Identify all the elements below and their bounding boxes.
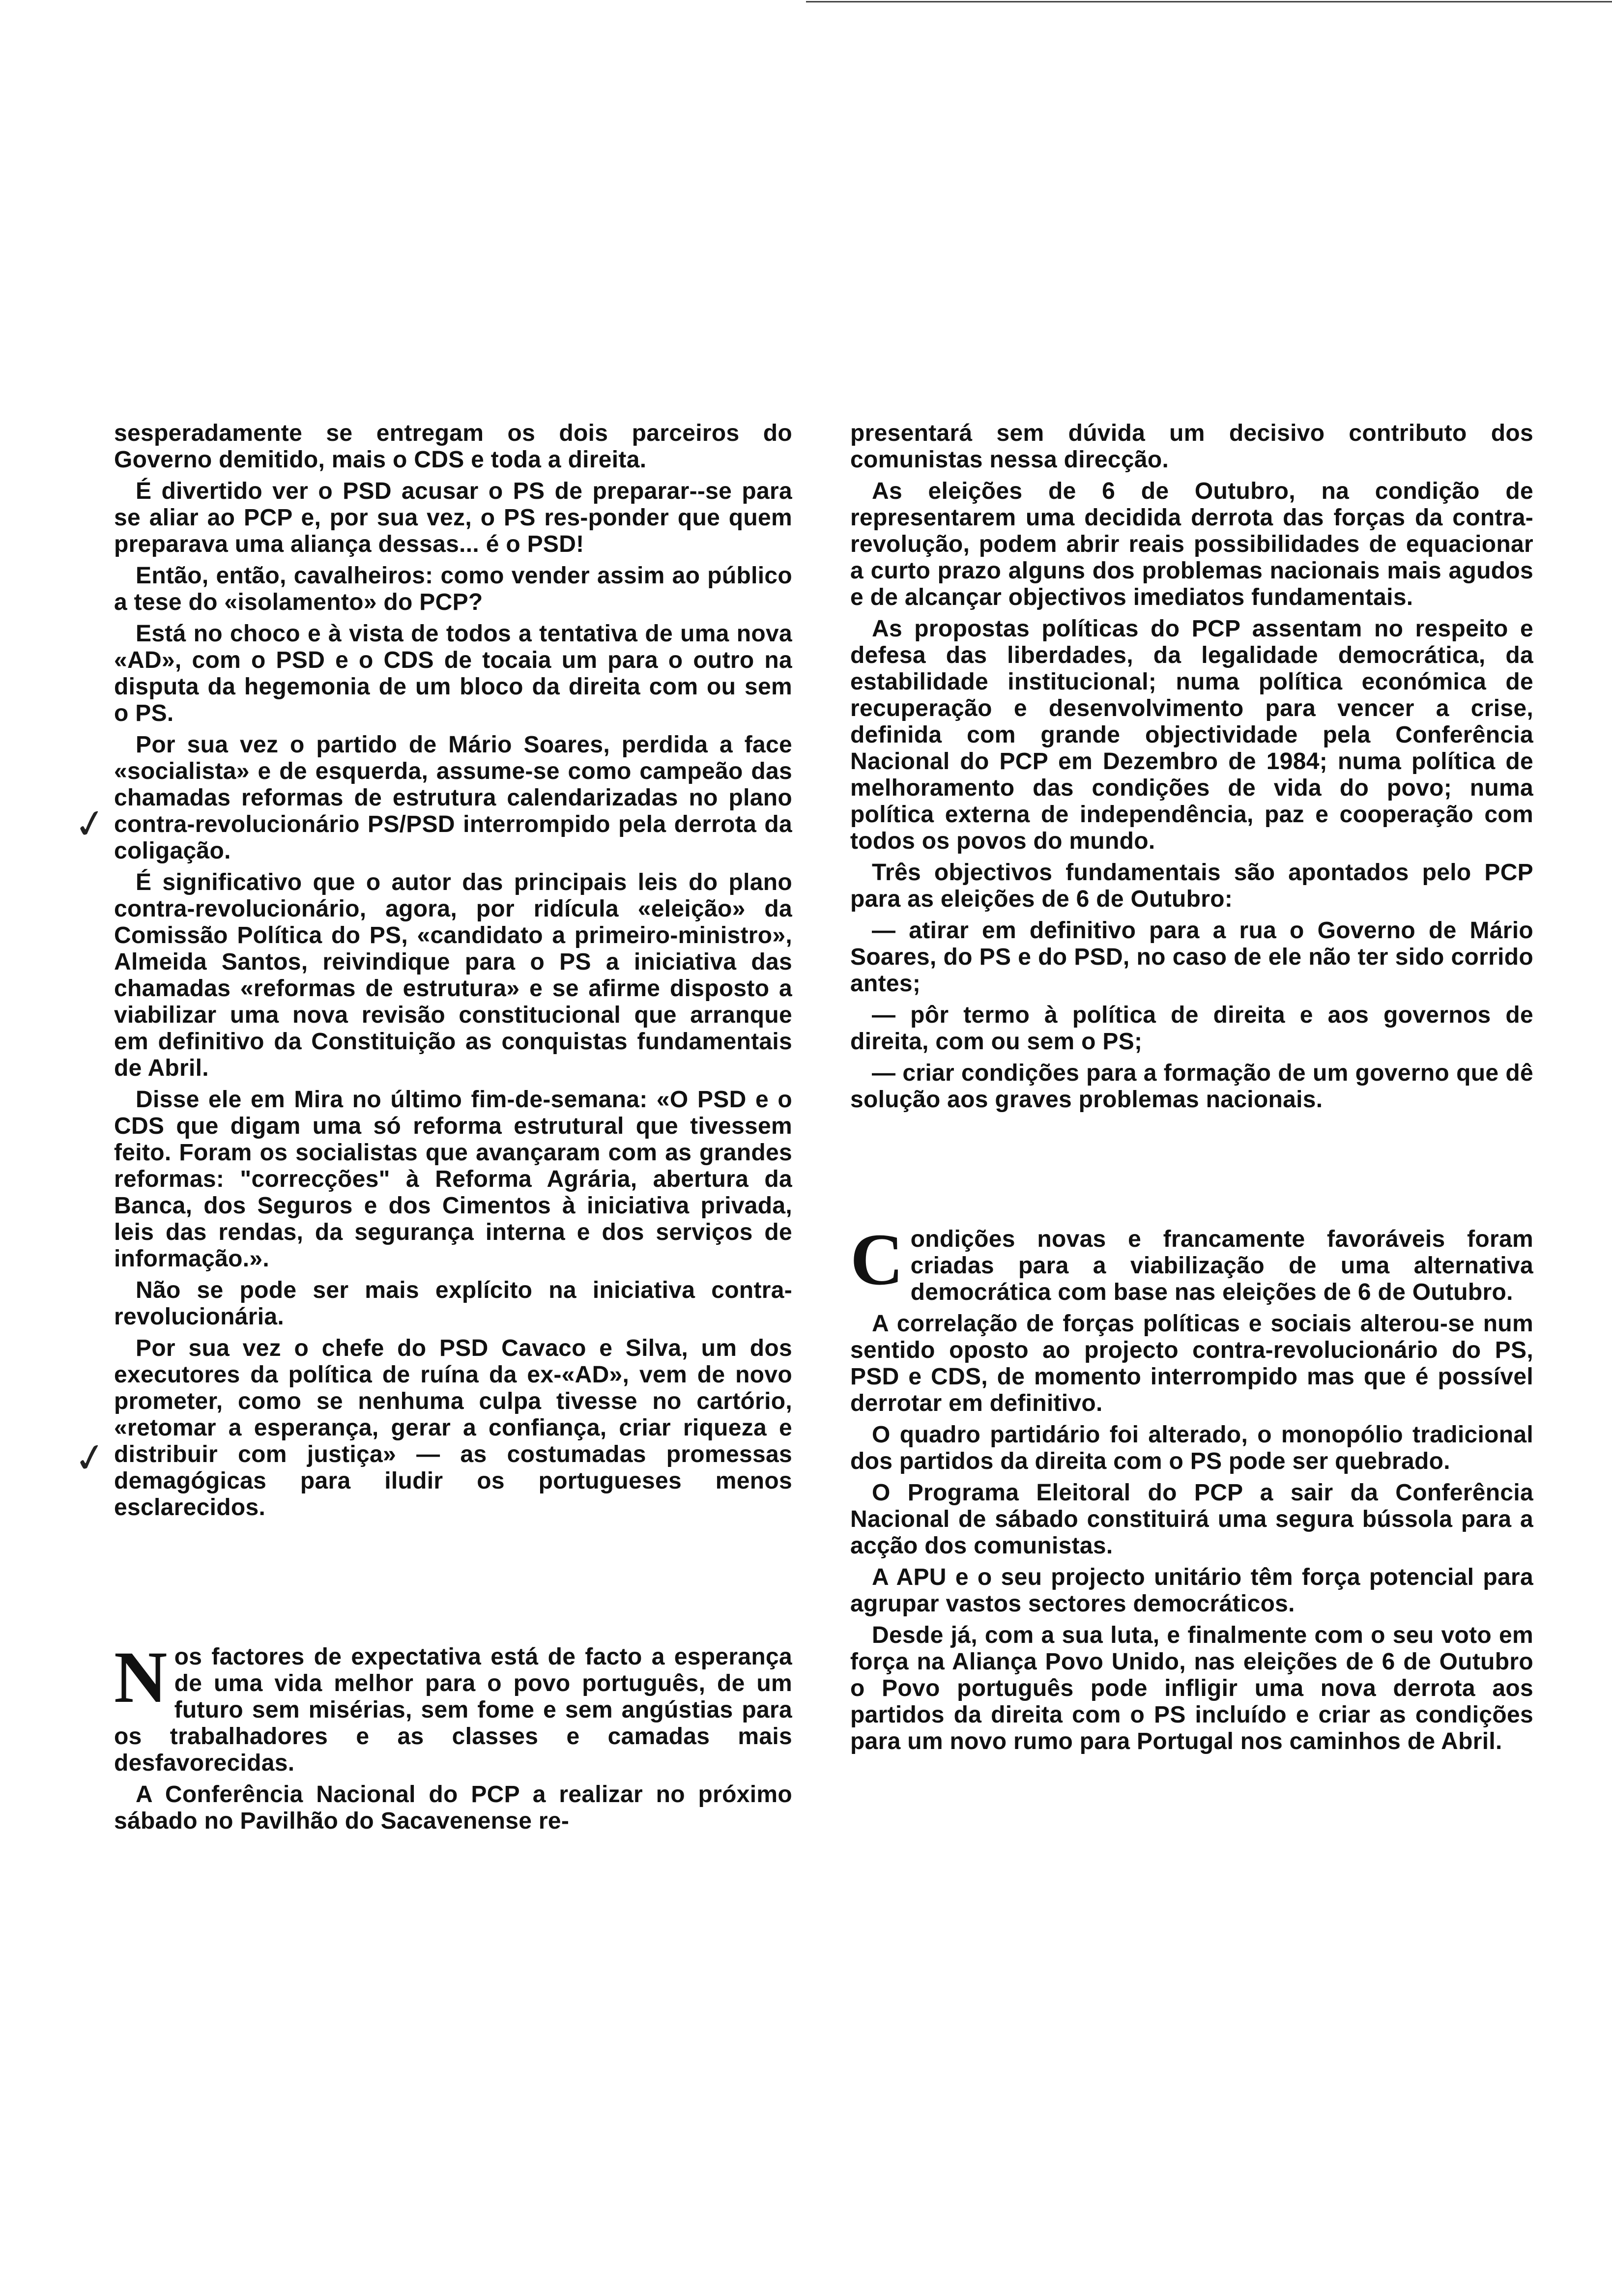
top-rule bbox=[806, 1, 1612, 2]
paragraph: sesperadamente se entregam os dois parceiros do Governo demitido, mais o CDS e toda a direita. bbox=[114, 420, 792, 473]
paragraph: É significativo que o autor das principais leis do plano contra-revolucionário, agora, por ridícula «eleição» da Comissão Política do PS, «candidato a primeiro-ministro», Almeida Santos, reivindique para o PS a iniciativa das chamadas «reformas de estrutura» e se afirme disposto a viabilizar uma nova revisão constitucional que arranque em definitivo da Constituição as conquistas fundamentais de Abril. bbox=[114, 869, 792, 1081]
paragraph: os factores de expectativa está de facto a esperança de uma vida melhor para o povo português, de um futuro sem misérias, sem fome e sem angústias para os trabalhadores e as classes e camadas mais desfavorecidas. bbox=[114, 1644, 792, 1776]
paragraph: Três objectivos fundamentais são apontados pelo PCP para as eleições de 6 de Outubro: bbox=[850, 860, 1533, 912]
paragraph: Está no choco e à vista de todos a tentativa de uma nova «AD», com o PSD e o CDS de tocaia um para o outro na disputa da hegemonia de um bloco da direita com ou sem o PS. bbox=[114, 621, 792, 726]
list-item: — atirar em definitivo para a rua o Governo de Mário Soares, do PS e do PSD, no caso de ele não ter sido corrido antes; bbox=[850, 918, 1533, 997]
paragraph: presentará sem dúvida um decisivo contributo dos comunistas nessa direcção. bbox=[850, 420, 1533, 473]
right-column bbox=[850, 420, 1533, 1760]
paragraph: Não se pode ser mais explícito na iniciativa contra-revolucionária. bbox=[114, 1277, 792, 1330]
handwritten-check-mark: ✓ bbox=[70, 1432, 111, 1484]
list-item: — criar condições para a formação de um governo que dê solução aos graves problemas nacionais. bbox=[850, 1060, 1533, 1113]
section-block bbox=[114, 1636, 792, 1777]
paragraph: A APU e o seu projecto unitário têm força potencial para agrupar vastos sectores democráticos. bbox=[850, 1564, 1533, 1617]
paragraph: O Programa Eleitoral do PCP a sair da Conferência Nacional de sábado constituirá uma segura bússola para a acção dos comunistas. bbox=[850, 1480, 1533, 1559]
section-block bbox=[850, 1219, 1533, 1306]
paragraph: A Conferência Nacional do PCP a realizar no próximo sábado no Pavilhão do Sacavenense re- bbox=[114, 1781, 792, 1834]
left-column bbox=[114, 420, 792, 1839]
handwritten-check-mark: ✓ bbox=[70, 798, 111, 850]
paragraph: Por sua vez o chefe do PSD Cavaco e Silva, um dos executores da política de ruína da ex-«AD», vem de novo prometer, como se nenhuma culpa tivesse no cartório, «retomar a esperança, gerar a confiança, criar riqueza e distribuir com justiça» — as costumadas promessas demagógicas para iludir os portugueses menos esclarecidos. bbox=[114, 1335, 792, 1521]
list-item: — pôr termo à política de direita e aos governos de direita, com ou sem o PS; bbox=[850, 1002, 1533, 1055]
paragraph: Disse ele em Mira no último fim-de-semana: «O PSD e o CDS que digam uma só reforma estrutural que tivessem feito. Foram os socialistas que avançaram com as grandes reformas: "correcções" à Reforma Agrária, abertura da Banca, dos Seguros e dos Cimentos à iniciativa privada, leis das rendas, da segurança interna e dos serviços de informação.». bbox=[114, 1087, 792, 1272]
paragraph: Desde já, com a sua luta, e finalmente com o seu voto em força na Aliança Povo Unido, nas eleições de 6 de Outubro o Povo português pode infligir uma nova derrota aos partidos da direita com o PS incluído e criar as condições para um novo rumo para Portugal nos caminhos de Abril. bbox=[850, 1622, 1533, 1754]
paragraph: As propostas políticas do PCP assentam no respeito e defesa das liberdades, da legalidade democrática, da estabilidade institucional; numa política económica de recuperação e desenvolvimento para vencer a crise, definida com grande objectividade pela Conferência Nacional do PCP em Dezembro de 1984; numa política de melhoramento das condições de vida do povo; numa política externa de independência, paz e cooperação com todos os povos do mundo. bbox=[850, 616, 1533, 854]
paragraph: Por sua vez o partido de Mário Soares, perdida a face «socialista» e de esquerda, assume-se como campeão das chamadas reformas de estrutura calendarizadas no plano contra-revolucionário PS/PSD interrompido pela derrota da coligação. bbox=[114, 732, 792, 864]
paragraph: As eleições de 6 de Outubro, na condição de representarem uma decidida derrota das forças da contra-revolução, podem abrir reais possibilidades de equacionar a curto prazo alguns dos problemas nacionais mais agudos e de alcançar objectivos imediatos fundamentais. bbox=[850, 478, 1533, 610]
paragraph: É divertido ver o PSD acusar o PS de preparar--se para se aliar ao PCP e, por sua vez, o PS res-ponder que quem preparava uma aliança dessas... é o PSD! bbox=[114, 478, 792, 557]
drop-cap: N bbox=[114, 1636, 168, 1718]
paragraph: ondições novas e francamente favoráveis foram criadas para a viabilização de uma alternativa democrática com base nas eleições de 6 de Outubro. bbox=[910, 1226, 1533, 1305]
paragraph: Então, então, cavalheiros: como vender assim ao público a tese do «isolamento» do PCP? bbox=[114, 563, 792, 615]
paragraph: A correlação de forças políticas e sociais alterou-se num sentido oposto ao projecto contra-revolucionário do PS, PSD e CDS, de momento interrompido mas que é possível derrotar em definitivo. bbox=[850, 1311, 1533, 1416]
drop-cap: C bbox=[850, 1219, 904, 1300]
paragraph: O quadro partidário foi alterado, o monopólio tradicional dos partidos da direita com o PS pode ser quebrado. bbox=[850, 1422, 1533, 1474]
